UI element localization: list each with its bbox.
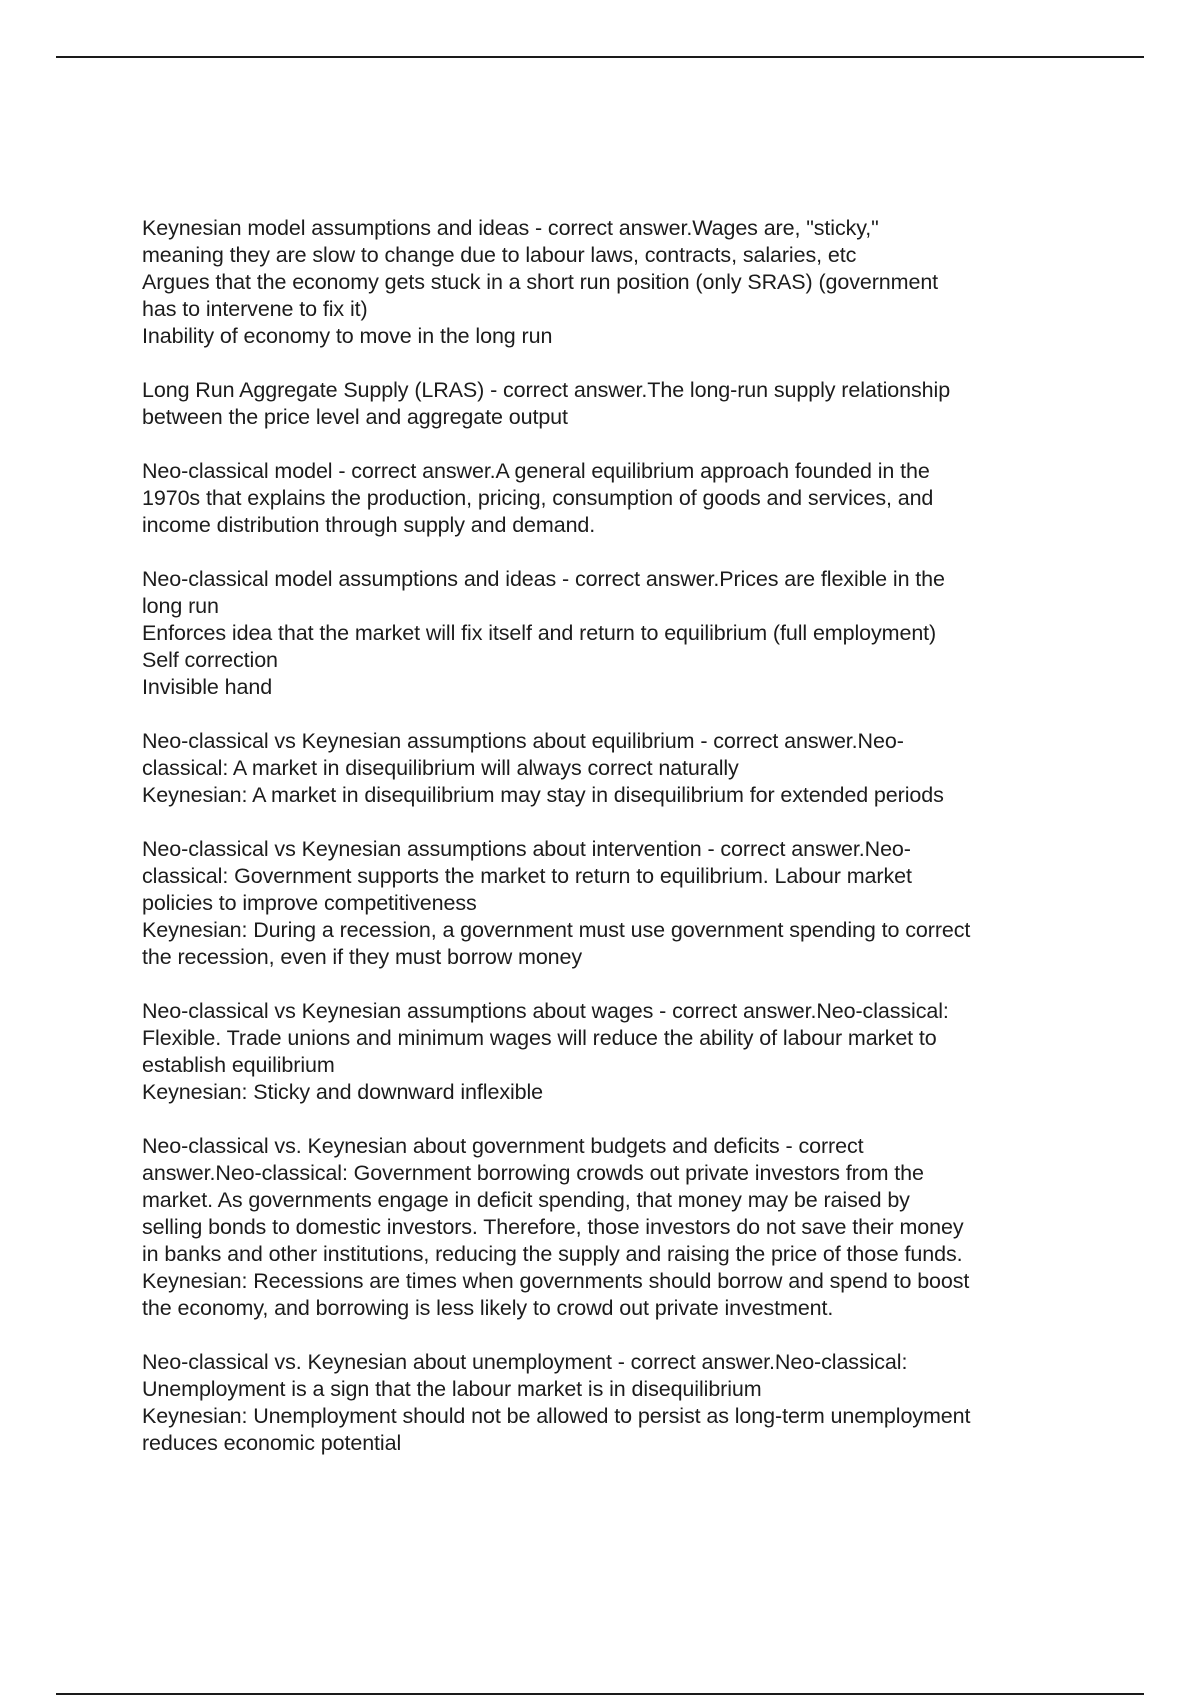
entry-line: Neo-classical vs Keynesian assumptions about wages - correct answer.Neo-classical: [142, 999, 949, 1023]
entry-line: Keynesian: During a recession, a government must use government spending to correct [142, 918, 971, 942]
entry-line: Invisible hand [142, 675, 273, 699]
entry-line: meaning they are slow to change due to labour laws, contracts, salaries, etc [142, 243, 857, 267]
entry-budgets-deficits [142, 1133, 1072, 1322]
entry-line: establish equilibrium [142, 1053, 335, 1077]
entry-keynesian-assumptions [142, 215, 1072, 350]
entry-line: Unemployment is a sign that the labour market is in disequilibrium [142, 1377, 762, 1401]
entry-line: has to intervene to fix it) [142, 297, 368, 321]
entry-line: selling bonds to domestic investors. Therefore, those investors do not save their money [142, 1215, 964, 1239]
entry-lras [142, 377, 1072, 431]
entry-line: Keynesian: A market in disequilibrium may stay in disequilibrium for extended periods [142, 783, 944, 807]
entry-line: Long Run Aggregate Supply (LRAS) - correct answer.The long-run supply relationship [142, 378, 951, 402]
entry-intervention [142, 836, 1072, 971]
entry-line: Neo-classical vs. Keynesian about government budgets and deficits - correct [142, 1134, 864, 1158]
entry-line: Argues that the economy gets stuck in a short run position (only SRAS) (government [142, 270, 939, 294]
entry-line: between the price level and aggregate output [142, 405, 568, 429]
entry-line: the recession, even if they must borrow money [142, 945, 583, 969]
entry-line: Inability of economy to move in the long run [142, 324, 553, 348]
entry-neoclassical-assumptions [142, 566, 1072, 701]
entry-line: Keynesian: Sticky and downward inflexible [142, 1080, 544, 1104]
entry-line: in banks and other institutions, reducing the supply and raising the price of those funds. [142, 1242, 963, 1266]
entry-line: answer.Neo-classical: Government borrowing crowds out private investors from the [142, 1161, 924, 1185]
entry-line: the economy, and borrowing is less likely to crowd out private investment. [142, 1296, 834, 1320]
entry-line: Self correction [142, 648, 278, 672]
bottom-rule [56, 1693, 1144, 1695]
entry-line: Keynesian: Unemployment should not be allowed to persist as long-term unemployment [142, 1404, 971, 1428]
document-body [142, 215, 1072, 1484]
entry-line: Neo-classical model assumptions and ideas - correct answer.Prices are flexible in the [142, 567, 945, 591]
entry-line: Enforces idea that the market will fix itself and return to equilibrium (full employment) [142, 621, 937, 645]
entry-line: classical: Government supports the market to return to equilibrium. Labour market [142, 864, 912, 888]
entry-line: reduces economic potential [142, 1431, 402, 1455]
entry-line: market. As governments engage in deficit spending, that money may be raised by [142, 1188, 910, 1212]
entry-line: Neo-classical model - correct answer.A general equilibrium approach founded in the [142, 459, 930, 483]
entry-unemployment [142, 1349, 1072, 1457]
entry-line: Flexible. Trade unions and minimum wages will reduce the ability of labour market to [142, 1026, 937, 1050]
entry-line: Neo-classical vs Keynesian assumptions about equilibrium - correct answer.Neo- [142, 729, 904, 753]
entry-equilibrium [142, 728, 1072, 809]
entry-line: 1970s that explains the production, pricing, consumption of goods and services, and [142, 486, 934, 510]
entry-line: policies to improve competitiveness [142, 891, 477, 915]
entry-line: long run [142, 594, 219, 618]
entry-line: Keynesian model assumptions and ideas - correct answer.Wages are, "sticky," [142, 216, 879, 240]
entry-line: classical: A market in disequilibrium will always correct naturally [142, 756, 739, 780]
top-rule [56, 56, 1144, 58]
entry-wages [142, 998, 1072, 1106]
entry-neoclassical-model [142, 458, 1072, 539]
entry-line: Neo-classical vs Keynesian assumptions about intervention - correct answer.Neo- [142, 837, 911, 861]
entry-line: Keynesian: Recessions are times when governments should borrow and spend to boost [142, 1269, 970, 1293]
entry-line: Neo-classical vs. Keynesian about unemployment - correct answer.Neo-classical: [142, 1350, 908, 1374]
entry-line: income distribution through supply and demand. [142, 513, 596, 537]
